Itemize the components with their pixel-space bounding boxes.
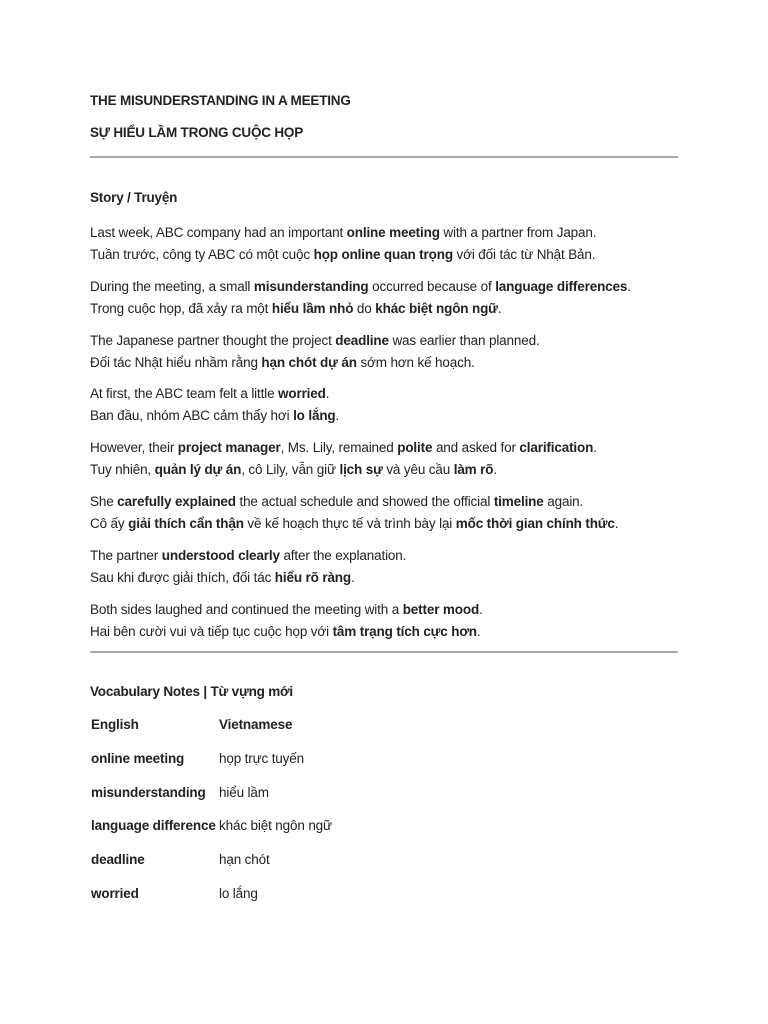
title-english: THE MISUNDERSTANDING IN A MEETING [90,93,351,108]
sentence-english [90,545,678,567]
text-run: Tuần trước, công ty ABC có một cuộc [90,247,314,262]
vocabulary-heading: Vocabulary Notes | Từ vựng mới [90,684,293,699]
key-phrase: worried [278,386,326,401]
divider-bottom [90,651,678,653]
key-phrase: understood clearly [161,548,280,563]
text-run: do [353,301,376,316]
vocab-term-english: language difference [91,818,216,833]
key-phrase: language differences [495,279,628,294]
vocab-term-english: online meeting [91,751,185,766]
key-phrase: làm rõ [453,462,494,477]
column-header-vietnamese: Vietnamese [219,717,293,732]
sentence-english [90,276,678,298]
sentence-vietnamese [90,567,678,589]
text-run: was earlier than planned. [388,333,540,348]
sentence-english [90,383,678,405]
story-paragraph [90,437,678,481]
text-run: . [614,516,619,531]
key-phrase: mốc thời gian chính thức [455,516,615,531]
text-run: . [476,624,481,639]
sentence-vietnamese [90,244,678,266]
key-phrase: giải thích cẩn thận [128,516,244,531]
text-run: At first, the ABC team felt a little [90,386,279,401]
story-paragraph [90,599,678,643]
key-phrase: lo lắng [293,408,336,423]
vocab-term-vietnamese: hạn chót [219,852,270,867]
key-phrase: timeline [493,494,544,509]
vocab-term-vietnamese: khác biệt ngôn ngữ [219,818,332,833]
sentence-vietnamese [90,352,678,374]
text-run: the actual schedule and showed the official [235,494,494,509]
text-run: . [335,408,340,423]
story-heading: Story / Truyện [90,190,178,205]
text-run: The Japanese partner thought the project [90,333,336,348]
story-paragraph [90,545,678,589]
text-run: During the meeting, a small [90,279,254,294]
text-run: with a partner from Japan. [439,225,597,240]
vocab-term-vietnamese: lo lắng [219,886,258,901]
key-phrase: project manager [177,440,281,455]
key-phrase: họp online quan trọng [313,247,453,262]
text-run: Đối tác Nhật hiểu nhầm rằng [90,355,262,370]
text-run: , Ms. Lily, remained [280,440,398,455]
text-run: . [593,440,597,455]
text-run: However, their [90,440,178,455]
vocab-term-english: deadline [91,852,145,867]
vocab-term-english: misunderstanding [91,785,206,800]
text-run: . [351,570,355,585]
text-run: and asked for [432,440,520,455]
key-phrase: quản lý dự án [154,462,242,477]
story-paragraph [90,276,678,320]
story-paragraph [90,491,678,535]
sentence-english [90,330,678,352]
sentence-english [90,599,678,621]
column-header-english: English [91,717,139,732]
text-run: . [493,462,497,477]
key-phrase: hiểu rõ ràng [274,570,352,585]
sentence-english [90,437,678,459]
sentence-english [90,491,678,513]
story-paragraph [90,330,678,374]
key-phrase: hiểu lầm nhỏ [271,301,354,316]
key-phrase: deadline [335,333,389,348]
key-phrase: polite [397,440,433,455]
text-run: Trong cuộc họp, đã xảy ra một [90,301,272,316]
text-run: sớm hơn kế hoạch. [356,355,475,370]
key-phrase: carefully explained [117,494,236,509]
text-run: và yêu cầu [382,462,454,477]
key-phrase: hạn chót dự án [261,355,357,370]
key-phrase: online meeting [346,225,440,240]
text-run: Last week, ABC company had an important [90,225,347,240]
vocab-term-vietnamese: hiểu lầm [219,785,269,800]
text-run: The partner [90,548,162,563]
text-run: Both sides laughed and continued the meeting with a [90,602,403,617]
key-phrase: misunderstanding [253,279,369,294]
text-run: . [627,279,631,294]
story-paragraph [90,383,678,427]
sentence-vietnamese [90,405,678,427]
sentence-vietnamese [90,513,678,535]
key-phrase: better mood [402,602,480,617]
sentence-vietnamese [90,459,678,481]
sentence-vietnamese [90,621,678,643]
key-phrase: khác biệt ngôn ngữ [375,301,498,316]
text-run: về kế hoạch thực tế và trình bày lại [243,516,456,531]
text-run: occurred because of [368,279,496,294]
title-vietnamese: SỰ HIỂU LẦM TRONG CUỘC HỌP [90,125,304,140]
key-phrase: lịch sự [339,462,383,477]
text-run: . [497,301,502,316]
sentence-english [90,222,678,244]
story-paragraph [90,222,678,266]
vocab-term-vietnamese: họp trực tuyến [219,751,304,766]
text-run: She [90,494,118,509]
text-run: , cô Lily, vẫn giữ [241,462,340,477]
vocab-term-english: worried [91,886,139,901]
text-run: Tuy nhiên, [90,462,155,477]
text-run: again. [543,494,584,509]
key-phrase: tâm trạng tích cực hơn [332,624,477,639]
text-run: Sau khi được giải thích, đối tác [90,570,275,585]
text-run: . [479,602,483,617]
text-run: Cô ấy [90,516,129,531]
text-run: với đối tác từ Nhật Bản. [452,247,596,262]
text-run: Ban đầu, nhóm ABC cảm thấy hơi [90,408,294,423]
text-run: . [325,386,330,401]
divider-top [90,156,678,158]
text-run: Hai bên cười vui và tiếp tục cuộc họp với [90,624,333,639]
key-phrase: clarification [519,440,594,455]
sentence-vietnamese [90,298,678,320]
text-run: after the explanation. [279,548,407,563]
